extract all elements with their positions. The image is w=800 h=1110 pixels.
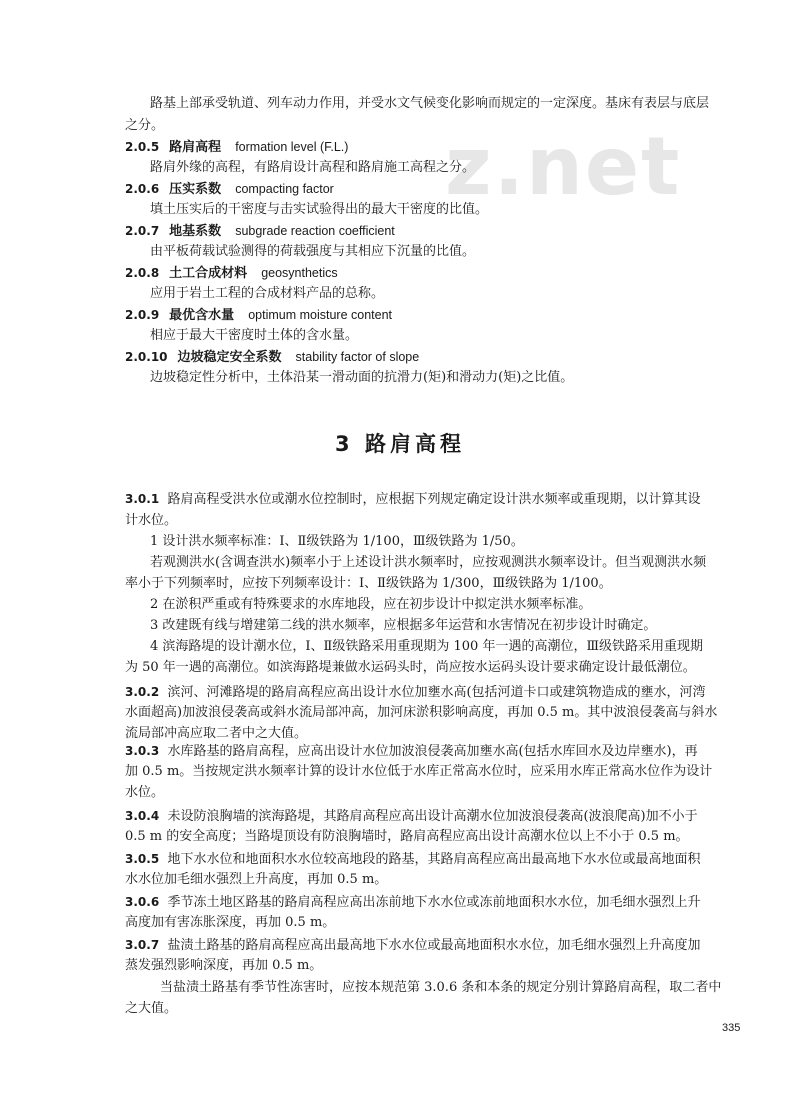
definition-intro-line: 路基上部承受轨道、列车动力作用，并受水文气候变化影响而规定的一定深度。基床有表层与底层 <box>150 96 710 111</box>
definition-heading <box>125 222 395 241</box>
clause-line <box>125 893 700 912</box>
clause-line <box>125 807 698 826</box>
clause-number: 3.0.1 <box>125 492 160 506</box>
clause-text: 季节冻土地区路基的路肩高程应高出冻前地下水水位或冻前地面积水水位，加毛细水强烈上升 <box>167 895 701 910</box>
clause-number: 2.0.9 <box>125 308 160 322</box>
clause-line: 流局部冲高应取二者中之大值。 <box>125 726 308 741</box>
clause-number: 3.0.4 <box>125 809 160 823</box>
clause-number: 3.0.5 <box>125 852 160 866</box>
clause-line: 加 0.5 m。当按规定洪水频率计算的设计水位低于水库正常高水位时，应采用水库正常高水位作为设计 <box>125 764 713 779</box>
clause-line: 1 设计洪水频率标准：Ⅰ、Ⅱ级铁路为 1/100，Ⅲ级铁路为 1/50。 <box>150 534 524 549</box>
term-cn: 土工合成材料 <box>169 266 248 281</box>
term-en: stability factor of slope <box>295 350 420 364</box>
clause-number: 2.0.8 <box>125 266 160 280</box>
clause-line: 高度加有害冻胀深度，再加 0.5 m。 <box>125 915 336 930</box>
clause-line: 3 改建既有线与增建第二线的洪水频率，应根据多年运营和水害情况在初步设计时确定。 <box>150 618 657 633</box>
clause-line: 之大值。 <box>125 1001 178 1016</box>
clause-number: 2.0.6 <box>125 182 160 196</box>
clause-number: 2.0.5 <box>125 140 160 154</box>
definition-desc: 边坡稳定性分析中，土体沿某一滑动面的抗滑力(矩)和滑动力(矩)之比值。 <box>150 370 574 385</box>
clause-line: 水水位加毛细水强烈上升高度，再加 0.5 m。 <box>125 872 388 887</box>
term-en: formation level (F.L.) <box>235 140 349 154</box>
definition-desc: 填土压实后的干密度与击实试验得出的最大干密度的比值。 <box>150 202 489 217</box>
clause-line: 当盐渍土路基有季节性冻害时，应按本规范第 3.0.6 条和本条的规定分别计算路肩高程，取二者中 <box>160 980 722 995</box>
clause-number: 2.0.7 <box>125 224 160 238</box>
clause-text: 路肩高程受洪水位或潮水位控制时，应根据下列规定确定设计洪水频率或重现期，以计算其设 <box>167 492 701 507</box>
term-cn: 压实系数 <box>169 182 222 197</box>
definition-heading <box>125 180 334 199</box>
clause-line: 2 在淤积严重或有特殊要求的水库地段，应在初步设计中拟定洪水频率标准。 <box>150 597 592 612</box>
clause-number: 3.0.2 <box>125 685 160 699</box>
clause-number: 3.0.6 <box>125 895 160 909</box>
term-cn: 地基系数 <box>169 224 222 239</box>
clause-text: 滨河、河滩路堤的路肩高程应高出设计水位加壅水高(包括河道卡口或建筑物造成的壅水，河湾 <box>167 685 706 700</box>
clause-line <box>125 683 706 702</box>
term-en: optimum moisture content <box>248 308 392 322</box>
clause-text: 未设防浪胸墙的滨海路堤，其路肩高程应高出设计高潮水位加波浪侵袭高(波浪爬高)加不小于 <box>167 809 698 824</box>
clause-line: 4 滨海路堤的设计潮水位，Ⅰ、Ⅱ级铁路采用重现期为 100 年一遇的高潮位，Ⅲ级铁路采用重现期 <box>150 639 703 654</box>
clause-text: 盐渍土路基的路肩高程应高出最高地下水水位或最高地面积水水位，加毛细水强烈上升高度加 <box>167 938 701 953</box>
clause-line <box>125 742 698 761</box>
clause-number: 2.0.10 <box>125 350 168 364</box>
clause-text: 地下水水位和地面积水水位较高地段的路基，其路肩高程应高出最高地下水水位或最高地面积 <box>167 852 701 867</box>
term-en: geosynthetics <box>261 266 338 280</box>
term-cn: 边坡稳定安全系数 <box>177 350 282 365</box>
clause-line <box>125 936 700 955</box>
definition-desc: 相应于最大干密度时土体的含水量。 <box>150 328 359 343</box>
chapter-title: 3 路肩高程 <box>335 432 465 456</box>
definition-heading <box>125 348 419 367</box>
clause-line: 0.5 m 的安全高度；当路堤顶设有防浪胸墙时，路肩高程应高出设计高潮水位以上不小于 0.5 m。 <box>125 829 689 844</box>
clause-line: 水面超高)加波浪侵袭高或斜水流局部冲高，加河床淤积影响高度，再加 0.5 m。其中波浪侵袭高与斜水 <box>125 705 718 720</box>
clause-line: 率小于下列频率时，应按下列频率设计：Ⅰ、Ⅱ级铁路为 1/300，Ⅲ级铁路为 1/100。 <box>125 576 612 591</box>
clause-line: 计水位。 <box>125 513 178 528</box>
term-cn: 路肩高程 <box>169 140 222 155</box>
clause-line: 为 50 年一遇的高潮位。如滨海路堤兼做水运码头时，尚应按水运码头设计要求确定设计最低潮位。 <box>125 660 696 675</box>
clause-line: 蒸发强烈影响深度，再加 0.5 m。 <box>125 958 323 973</box>
definition-desc: 路肩外缘的高程，有路肩设计高程和路肩施工高程之分。 <box>150 160 476 175</box>
clause-line: 水位。 <box>125 785 165 800</box>
clause-number: 3.0.7 <box>125 938 160 952</box>
definition-heading <box>125 306 392 325</box>
definition-desc: 应用于岩土工程的合成材料产品的总称。 <box>150 286 385 301</box>
clause-number: 3.0.3 <box>125 744 160 758</box>
page-number: 335 <box>722 1022 741 1034</box>
definition-desc: 由平板荷载试验测得的荷载强度与其相应下沉量的比值。 <box>150 244 476 259</box>
term-en: compacting factor <box>235 182 334 196</box>
definition-heading <box>125 138 348 157</box>
clause-line: 若观测洪水(含调查洪水)频率小于上述设计洪水频率时，应按观测洪水频率设计。但当观测洪水频 <box>150 555 707 570</box>
watermark: z.net <box>445 120 682 213</box>
clause-line <box>125 850 700 869</box>
term-cn: 最优含水量 <box>169 308 235 323</box>
term-en: subgrade reaction coefficient <box>235 224 395 238</box>
clause-text: 水库路基的路肩高程，应高出设计水位加波浪侵袭高加壅水高(包括水库回水及边岸壅水)，再 <box>167 744 698 759</box>
clause-line <box>125 490 700 509</box>
definition-heading <box>125 264 338 283</box>
definition-intro-line: 之分。 <box>125 118 165 133</box>
